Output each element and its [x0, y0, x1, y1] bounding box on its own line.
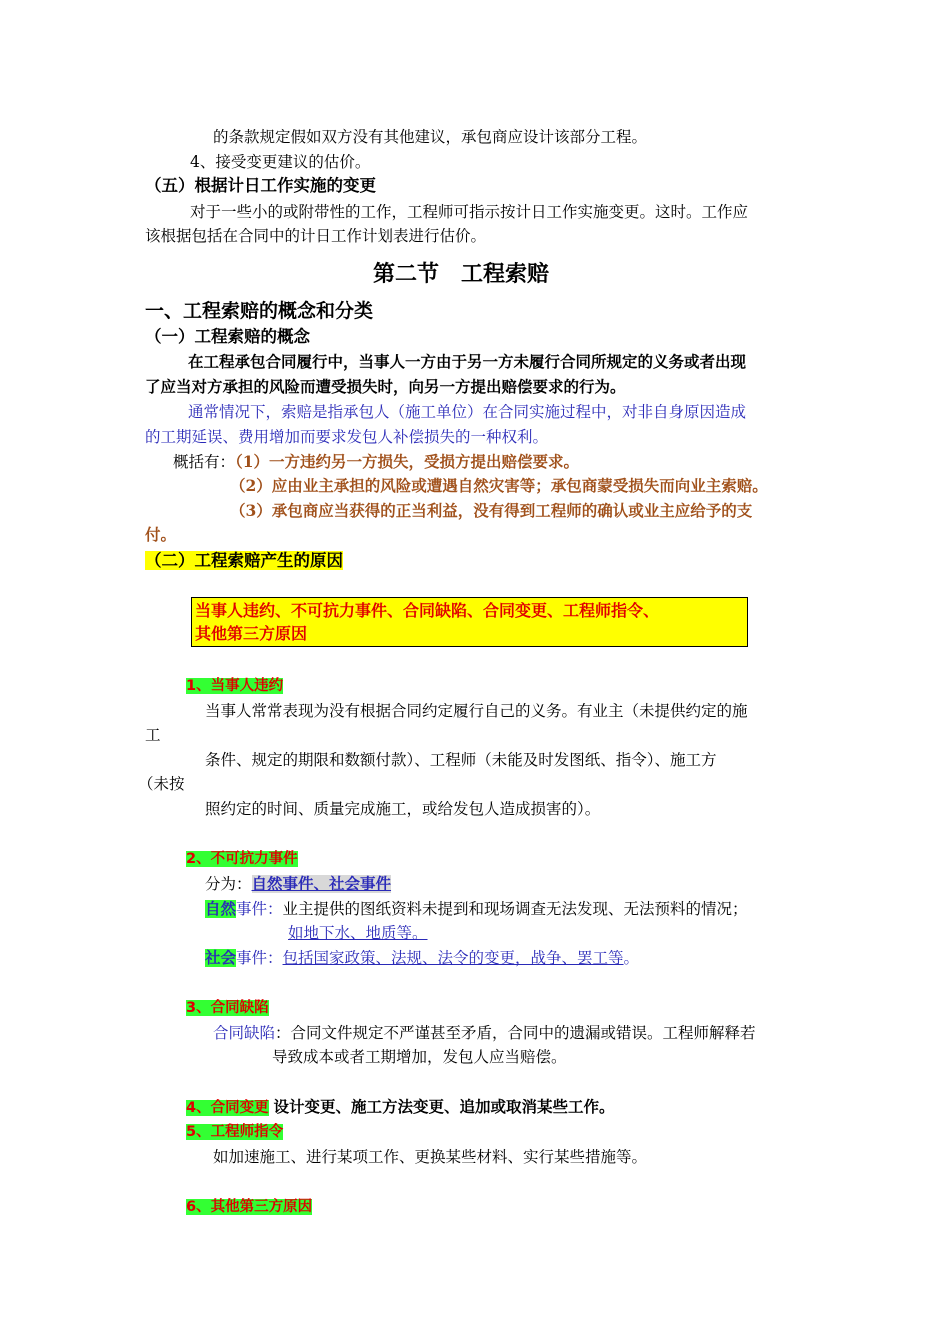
cause-label: 4、合同变更 [186, 1100, 269, 1116]
cause-heading-6 [186, 1195, 312, 1218]
natural-event-line [205, 898, 748, 920]
natural-example: 如地下水、地质等。 [288, 924, 428, 942]
natural-label-rest: 事件： [236, 900, 283, 918]
cause-heading-4 [186, 1096, 615, 1119]
box-line: 其他第三方原因 [195, 624, 308, 643]
cause-label: 3、合同缺陷 [186, 1000, 269, 1016]
c2-label: 分为： [205, 875, 252, 893]
text-line: 4、接受变更建议的估价。 [190, 153, 371, 171]
text-line: （未按 [138, 775, 185, 793]
social-label: 社会 [205, 949, 237, 967]
summary-item: （2）应由业主承担的风险或遭遇自然灾害等；承包商蒙受损失而向业主索赔。 [230, 476, 768, 495]
usual-line: 通常情况下，索赔是指承包人（施工单位）在合同实施过程中，对非自身原因造成 [188, 403, 747, 421]
social-end: 。 [623, 949, 640, 967]
cause-label: 6、其他第三方原因 [186, 1199, 313, 1215]
cause-heading-2 [186, 847, 298, 870]
cause-label: 1、当事人违约 [186, 678, 284, 694]
text-line: 条件、规定的期限和数额付款）、工程师（未能及时发图纸、指令）、施工方 [205, 751, 717, 769]
cause-heading-3 [186, 996, 269, 1019]
summary-line-1 [173, 451, 579, 473]
summary-item: （3）承包商应当获得的正当利益，没有得到工程师的确认或业主应给予的支 [230, 501, 753, 520]
text-line: 该根据包括在合同中的计日工作计划表进行估价。 [145, 227, 487, 245]
cause-heading-5 [186, 1120, 283, 1143]
social-label-rest: 事件： [236, 949, 283, 967]
text-line: 的条款规定假如双方没有其他建议，承包商应设计该部分工程。 [213, 128, 648, 146]
usual-line: 的工期延误、费用增加而要求发包人补偿损失的一种权利。 [145, 428, 549, 446]
summary-item: 付。 [145, 525, 177, 544]
text-line [213, 1022, 756, 1044]
highlighted-heading: （二）工程索赔产生的原因 [145, 551, 343, 570]
causes-box [191, 597, 748, 647]
social-text: 包括国家政策、法规、法令的变更，战争、罢工等 [282, 949, 624, 967]
summary-label: 概括有： [173, 453, 236, 471]
heading-1: 一、工程索赔的概念和分类 [145, 300, 374, 322]
text-line: 工 [145, 726, 161, 744]
summary-item: （1）一方违约另一方损失，受损方提出赔偿要求。 [235, 452, 580, 471]
c3-label: 合同缺陷 [213, 1024, 276, 1042]
box-line: 当事人违约、不可抗力事件、合同缺陷、合同变更、工程师指令、 [195, 601, 660, 620]
social-event-line [205, 947, 639, 969]
c3-text: ：合同文件规定不严谨甚至矛盾，合同中的遗漏或错误。工程师解释若 [275, 1024, 756, 1042]
definition-line: 在工程承包合同履行中，当事人一方由于另一方未履行合同所规定的义务或者出现 [188, 353, 747, 371]
natural-label: 自然 [205, 900, 237, 918]
text-line: 导致成本或者工期增加，发包人应当赔偿。 [272, 1048, 567, 1066]
text-line: 如加速施工、进行某项工作、更换某些材料、实行某些措施等。 [213, 1148, 648, 1166]
cause-heading-1 [186, 674, 283, 697]
subheading-1: （一）工程索赔的概念 [145, 327, 310, 346]
subheading-5: （五）根据计日工作实施的变更 [145, 176, 376, 195]
section-title: 第二节 工程索赔 [373, 262, 550, 287]
cause-label: 5、工程师指令 [186, 1124, 284, 1140]
text-line: 照约定的时间、质量完成施工，或给发包人造成损害的）。 [205, 800, 601, 818]
c2-types: 自然事件、社会事件 [251, 875, 392, 893]
definition-line: 了应当对方承担的风险而遭受损失时，向另一方提出赔偿要求的行为。 [145, 378, 626, 396]
text-line: 对于一些小的或附带性的工作，工程师可指示按计日工作实施变更。这时。工作应 [190, 203, 749, 221]
c4-text: 设计变更、施工方法变更、追加或取消某些工作。 [273, 1098, 615, 1116]
cause-label: 2、不可抗力事件 [186, 851, 298, 867]
subheading-2 [145, 550, 343, 572]
natural-text: 业主提供的图纸资料未提到和现场调查无法发现、无法预料的情况； [282, 900, 748, 918]
text-line [205, 873, 391, 895]
text-line: 当事人常常表现为没有根据合同约定履行自己的义务。有业主（未提供约定的施 [205, 702, 748, 720]
